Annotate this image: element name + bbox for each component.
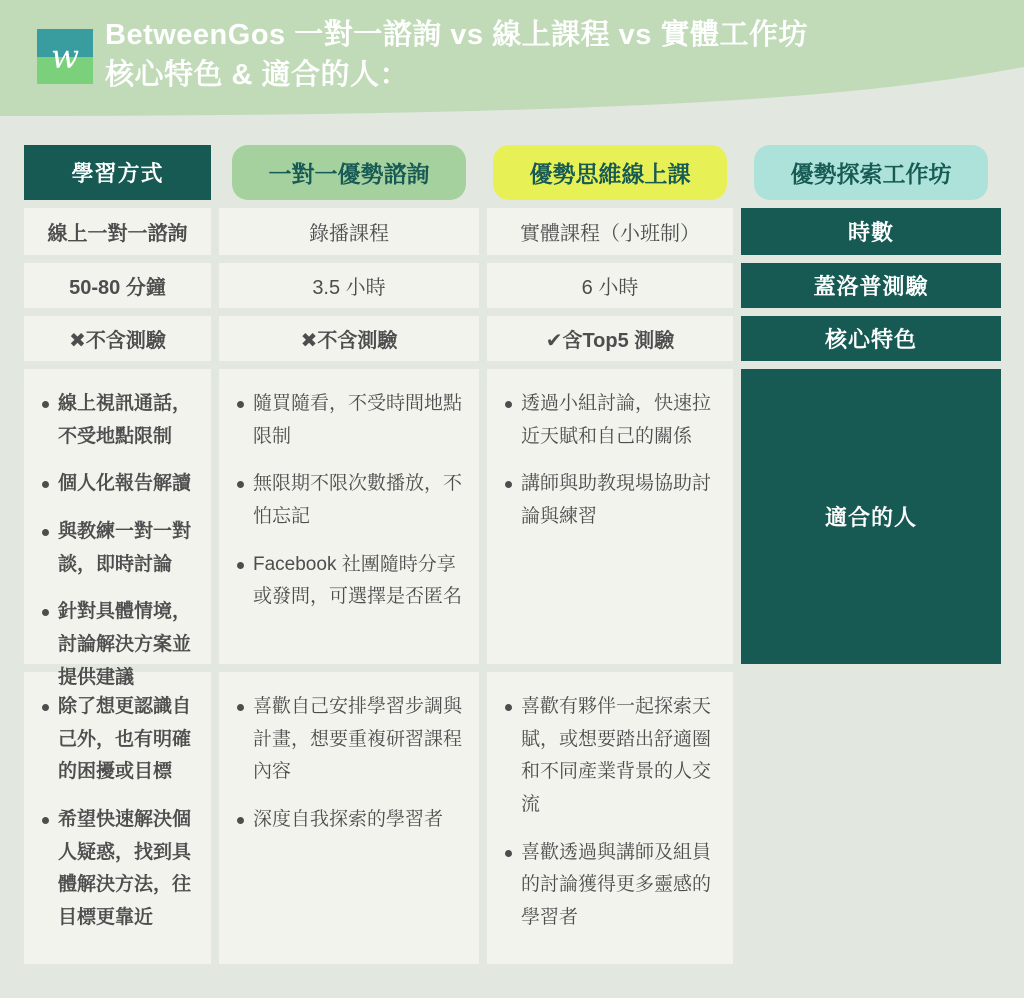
bullet-list xyxy=(219,672,479,851)
title-line-2: 核心特色 & 適合的人： xyxy=(105,59,410,91)
bullet-item: Facebook 社團隨時分享或發問，可選擇是否匿名 xyxy=(236,549,465,614)
bullet-list xyxy=(219,369,479,628)
cell-hours-workshop: 6 小時 xyxy=(487,263,733,308)
cell-gallup-consult: ✖不含測驗 xyxy=(24,316,211,361)
page-title xyxy=(105,15,808,95)
bullet-list xyxy=(487,672,733,949)
bullet-item: 與教練一對一對談，即時討論 xyxy=(41,516,197,581)
row-header-suitable-for: 適合的人 xyxy=(741,369,1001,664)
bullet-item: 透過小組討論，快速拉近天賦和自己的關係 xyxy=(504,388,719,453)
cell-gallup-online: ✖不含測驗 xyxy=(219,316,479,361)
bullet-item: 深度自我探索的學習者 xyxy=(236,804,465,837)
brand-logo xyxy=(37,29,93,84)
cell-learning-method-workshop: 實體課程（小班制） xyxy=(487,208,733,255)
column-pill-online-course: 優勢思維線上課 xyxy=(493,145,727,200)
bullet-item: 講師與助教現場協助討論與練習 xyxy=(504,468,719,533)
bullet-list xyxy=(487,369,733,548)
cell-suitable-consult xyxy=(24,672,211,964)
cell-learning-method-online: 錄播課程 xyxy=(219,208,479,255)
column-pill-one-on-one-consult: 一對一優勢諮詢 xyxy=(232,145,466,200)
bullet-item: 喜歡自己安排學習步調與計畫，想要重複研習課程內容 xyxy=(236,691,465,789)
bullet-item: 希望快速解決個人疑惑，找到具體解決方法，往目標更靠近 xyxy=(41,804,197,935)
title-line-1: BetweenGos 一對一諮詢 vs 線上課程 vs 實體工作坊 xyxy=(105,19,808,51)
cell-learning-method-consult: 線上一對一諮詢 xyxy=(24,208,211,255)
cell-suitable-online xyxy=(219,672,479,964)
bullet-item: 喜歡透過與講師及組員的討論獲得更多靈感的學習者 xyxy=(504,837,719,935)
bullet-list xyxy=(24,369,211,708)
bullet-item: 喜歡有夥伴一起探索天賦，或想要踏出舒適圈和不同產業背景的人交流 xyxy=(504,691,719,822)
bullet-item: 針對具體情境，討論解決方案並提供建議 xyxy=(41,596,197,694)
bullet-item: 無限期不限次數播放，不怕忘記 xyxy=(236,468,465,533)
cell-features-online xyxy=(219,369,479,664)
cell-suitable-workshop xyxy=(487,672,733,964)
cell-features-consult xyxy=(24,369,211,688)
row-header-core-features: 核心特色 xyxy=(741,316,1001,361)
cell-gallup-workshop: ✔含Top5 測驗 xyxy=(487,316,733,361)
column-pill-workshop: 優勢探索工作坊 xyxy=(754,145,988,200)
logo-letter: w xyxy=(50,36,80,76)
row-header-gallup-test: 蓋洛普測驗 xyxy=(741,263,1001,308)
comparison-table xyxy=(24,145,1001,964)
bullet-list xyxy=(24,672,211,949)
cell-hours-consult: 50-80 分鐘 xyxy=(24,263,211,308)
cell-hours-online: 3.5 小時 xyxy=(219,263,479,308)
bullet-item: 個人化報告解讀 xyxy=(41,468,197,501)
bullet-item: 除了想更認識自己外，也有明確的困擾或目標 xyxy=(41,691,197,789)
bullet-item: 隨買隨看，不受時間地點限制 xyxy=(236,388,465,453)
cell-features-workshop xyxy=(487,369,733,664)
row-header-hours: 時數 xyxy=(741,208,1001,255)
bullet-item: 線上視訊通話，不受地點限制 xyxy=(41,388,197,453)
row-header-learning-method: 學習方式 xyxy=(24,145,211,200)
